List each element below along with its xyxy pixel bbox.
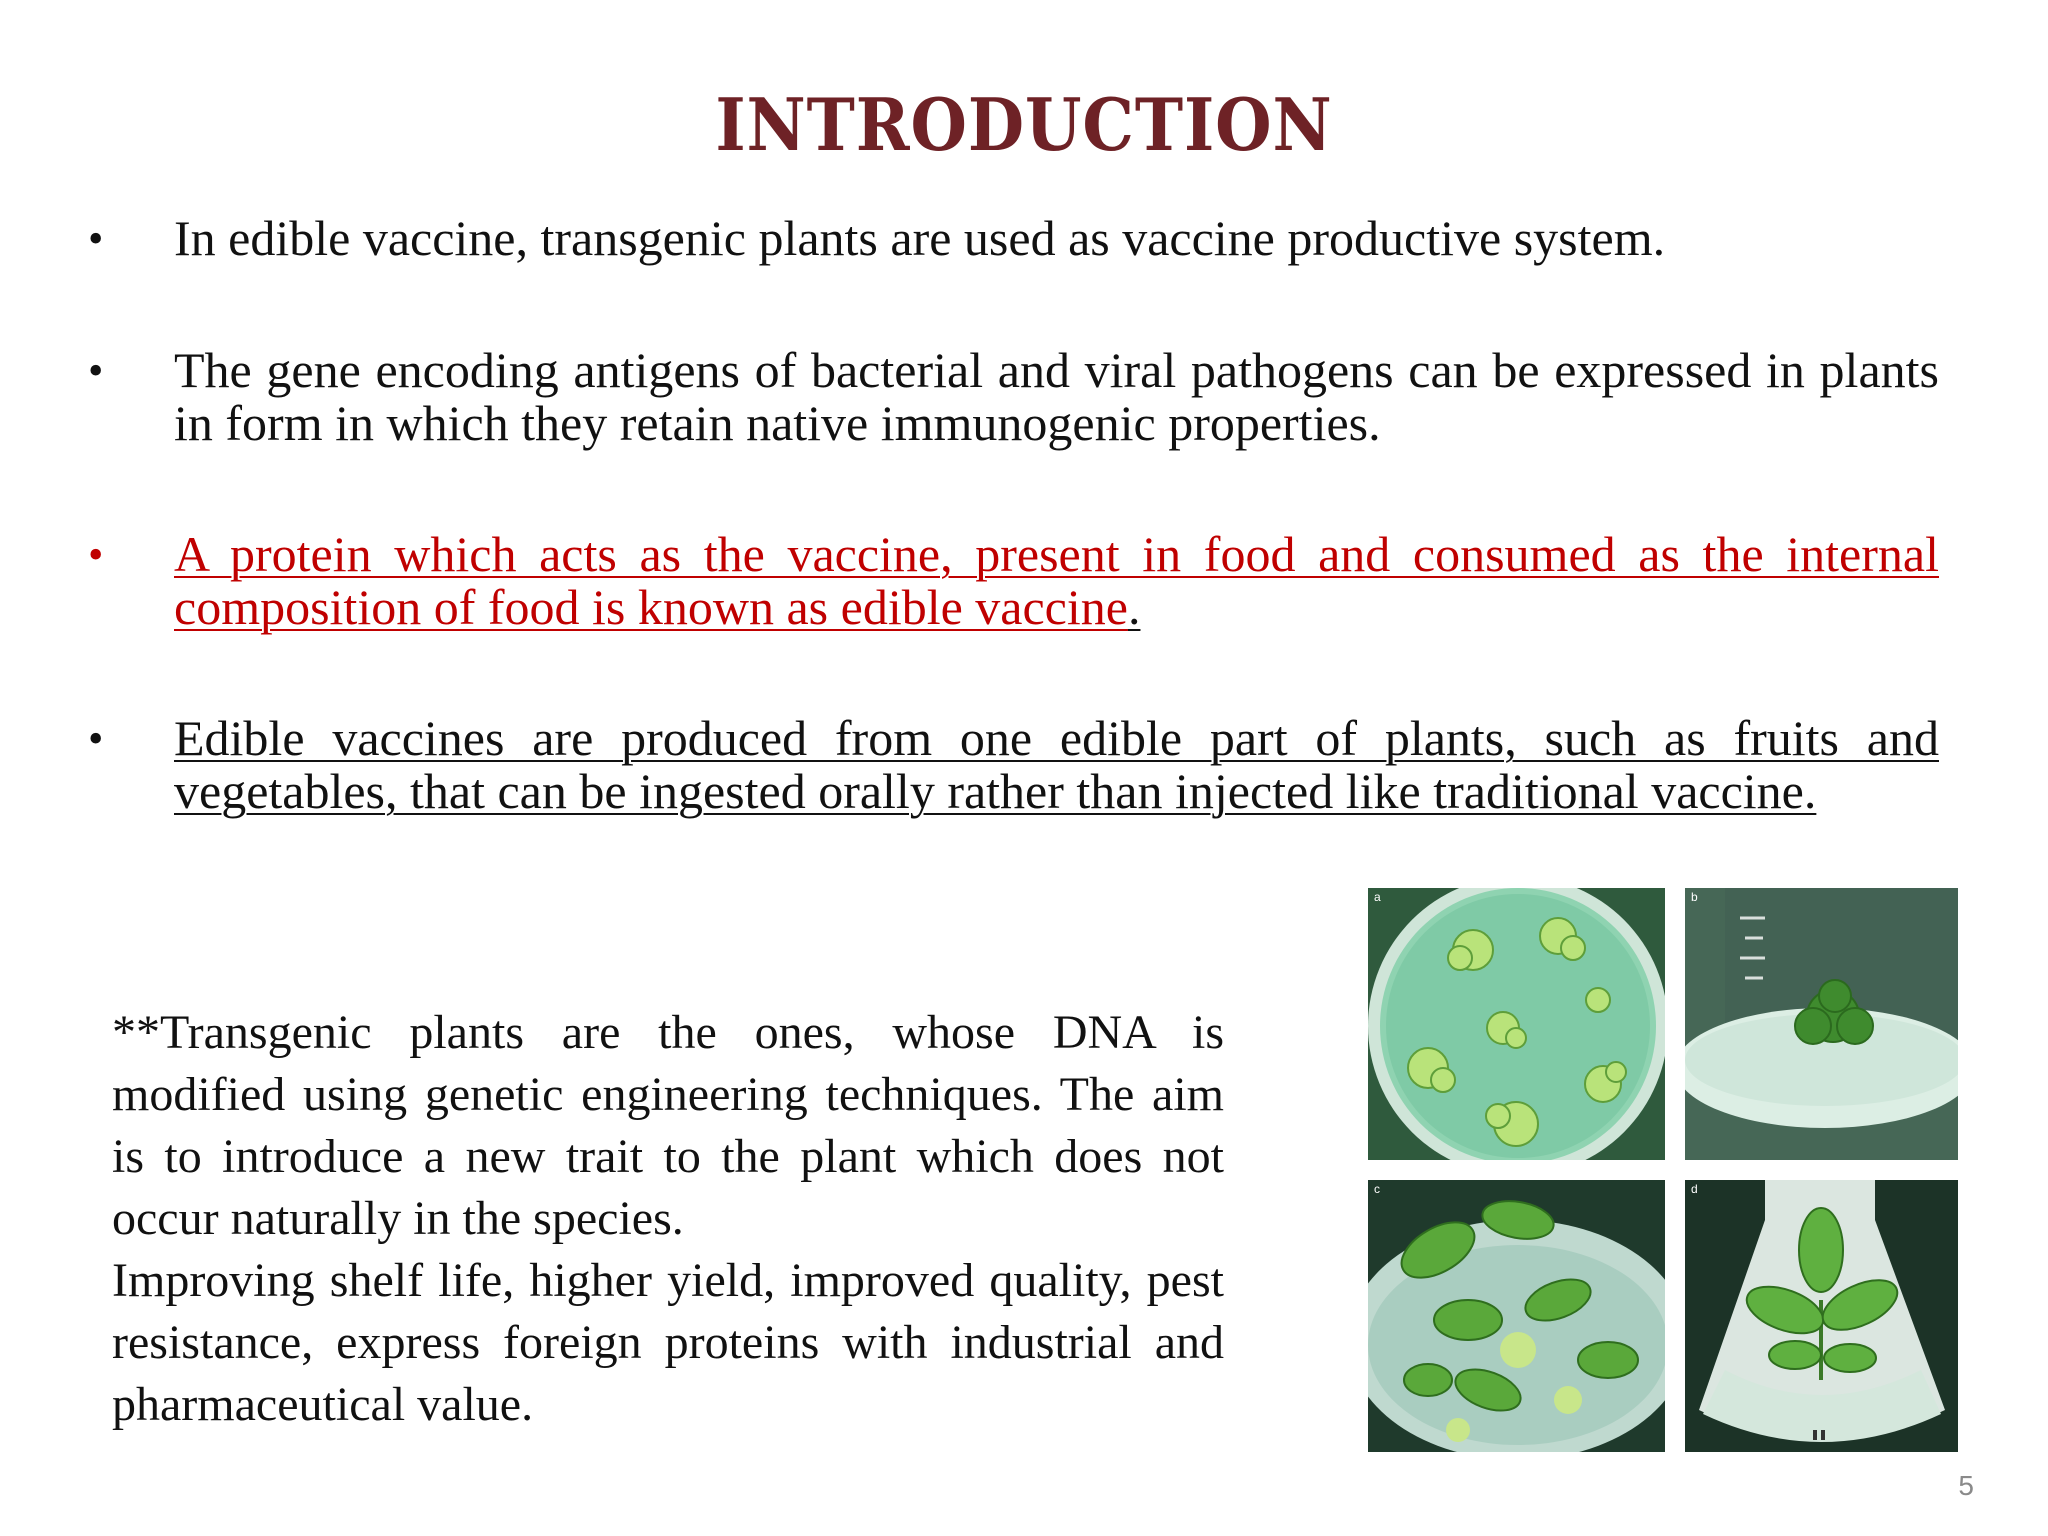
bullet-text: In edible vaccine, transgenic plants are used as vaccine productive system. — [174, 210, 1666, 266]
bullet-dot-icon: • — [88, 214, 104, 263]
bullet-item-4 — [82, 712, 1952, 818]
rooted-plant-flask-illustration — [1685, 1180, 1958, 1452]
page-number: 5 — [1958, 1470, 1974, 1501]
photo-panel-b — [1685, 888, 1958, 1160]
note-paragraph-1: **Transgenic plants are the ones, whose DNA is modified using genetic engineering techniques. The aim is to introduce a new trait to the plant which does not occur naturally in the species. — [112, 1006, 1224, 1245]
panel-label: b — [1691, 890, 1698, 904]
photo-panel-c — [1368, 1180, 1665, 1452]
photo-panel-a — [1368, 888, 1665, 1160]
shoot-culture-illustration — [1368, 1180, 1665, 1452]
panel-label: d — [1691, 1182, 1698, 1196]
transgenic-plant-photo-grid — [1368, 888, 1958, 1452]
panel-label: c — [1374, 1182, 1380, 1196]
definition-period: . — [1127, 579, 1141, 635]
bullet-dot-icon: • — [88, 714, 104, 763]
transgenic-note — [112, 1002, 1224, 1436]
bullet-item-1 — [82, 212, 1952, 266]
flask-illustration — [1685, 888, 1958, 1160]
bullet-dot-icon: • — [88, 346, 104, 395]
bullet-text: Edible vaccines are produced from one edible part of plants, such as fruits and vegetables, that can be ingested orally rather than injected like traditional vaccine. — [174, 710, 1939, 819]
panel-label: a — [1374, 890, 1381, 904]
photo-panel-d — [1685, 1180, 1958, 1452]
bullet-dot-icon: • — [88, 530, 104, 579]
bullet-item-2 — [82, 344, 1952, 450]
bullet-text: The gene encoding antigens of bacterial and viral pathogens can be expressed in plants in form in which they retain native immunogenic properties. — [174, 342, 1939, 451]
note-paragraph-2: Improving shelf life, higher yield, improved quality, pest resistance, express foreign proteins with industrial and pharmaceutical value. — [112, 1254, 1224, 1431]
bullet-text-wrap — [174, 528, 1939, 634]
petri-dish-illustration — [1368, 888, 1665, 1160]
definition-text: A protein which acts as the vaccine, present in food and consumed as the internal composition of food is known as edible vaccine — [174, 526, 1939, 635]
slide-title: INTRODUCTION — [715, 82, 1333, 167]
bullet-item-3-definition — [82, 528, 1952, 634]
